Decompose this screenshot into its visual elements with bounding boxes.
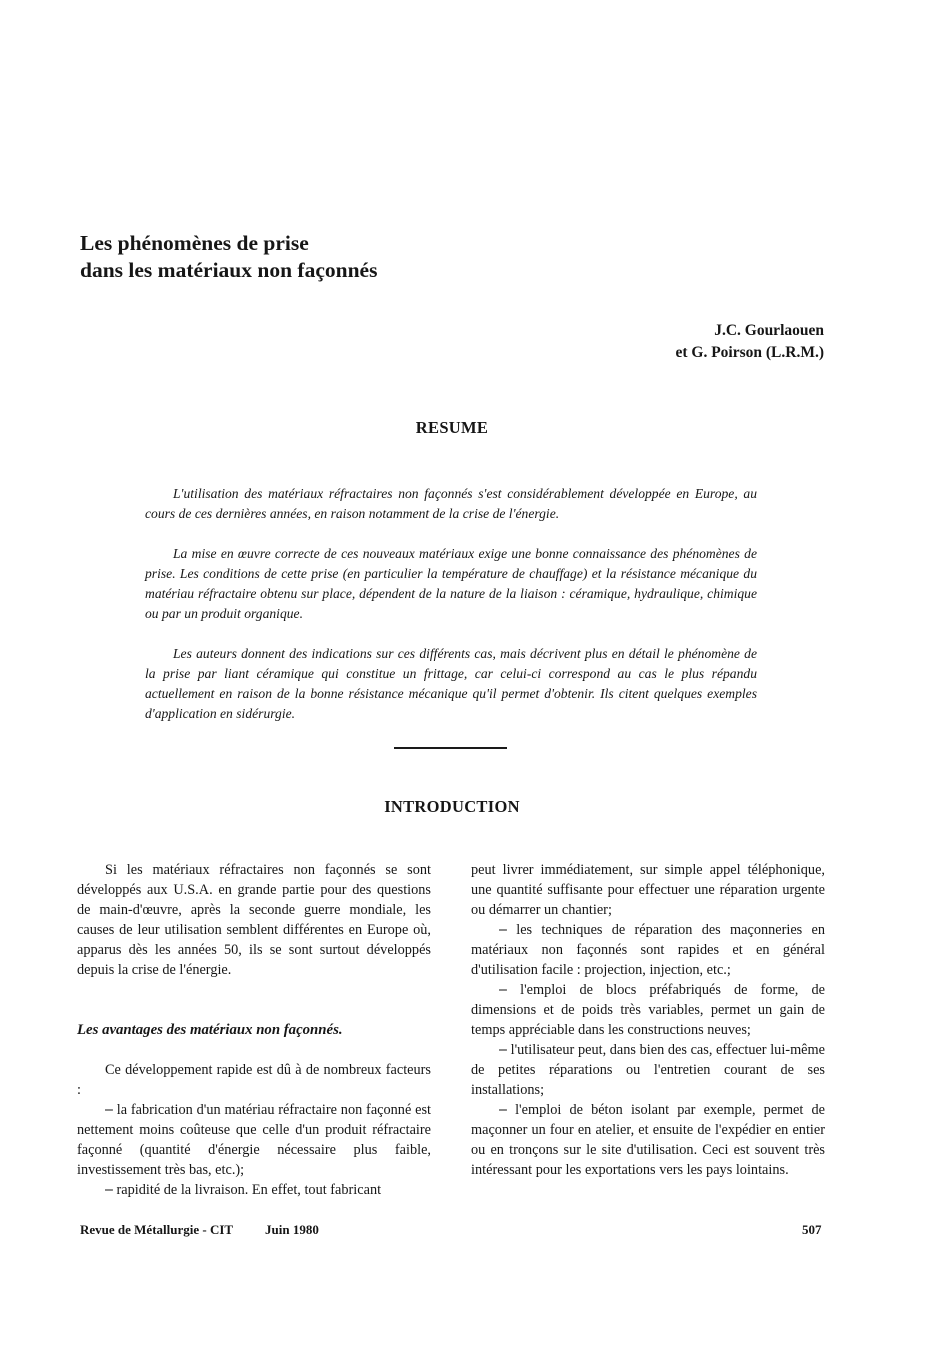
author-line-2: et G. Poirson (L.R.M.) <box>675 344 824 361</box>
article-title <box>80 230 377 284</box>
list-item <box>471 1040 825 1100</box>
list-item <box>471 1100 825 1180</box>
footer-date: Juin 1980 <box>265 1222 319 1237</box>
continuation-paragraph: peut livrer immédiatement, sur simple appel téléphonique, une quantité suffisante pour effectuer une réparation urgente ou démarrer un chantier; <box>471 862 825 918</box>
dash-marker: – <box>499 982 507 998</box>
abstract-paragraph-3: Les auteurs donnent des indications sur ces différents cas, mais décrivent plus en détail le phénomène de la prise par liant céramique qui constitue un frittage, car celui-ci correspond au cas le plus répandu actuellement en raison de la bonne résistance mécanique qu'il permet d'obtenir. Ils citent quelques exemples d'application en sidérurgie. <box>145 646 757 721</box>
list-item <box>77 1100 431 1180</box>
subsection-heading: Les avantages des matériaux non façonnés. <box>77 1022 343 1038</box>
list-item-text: l'emploi de béton isolant par exemple, permet de maçonner un four en atelier, et ensuite de l'expédier en entier ou en tronçons sur le site d'utilisation. Ceci est souvent très intéressant pour les exportations vers les pays lointains. <box>471 1102 825 1178</box>
right-column <box>471 860 825 1180</box>
abstract-paragraph-2: La mise en œuvre correcte de ces nouveaux matériaux exige une bonne connaissance des phénomènes de prise. Les conditions de cette prise (en particulier la température de chauffage) et la résistance mécanique du matériau réfractaire obtenu sur place, dépendent de la nature de la liaison : céramique, hydraulique, chimique ou par un produit organique. <box>145 546 757 621</box>
list-item-text: rapidité de la livraison. En effet, tout fabricant <box>116 1182 382 1198</box>
dash-marker: – <box>105 1102 113 1118</box>
list-item-text: les techniques de réparation des maçonneries en matériaux non façonnés sont rapides et en général d'utilisation facile : projection, injection, etc.; <box>471 922 825 978</box>
resume-heading: RESUME <box>415 418 489 437</box>
footer-journal-name: Revue de Métallurgie - CIT <box>80 1222 234 1237</box>
dash-marker: – <box>499 922 507 938</box>
section-divider <box>394 747 507 749</box>
abstract <box>145 484 757 744</box>
title-line-1: Les phénomènes de prise <box>80 231 309 255</box>
author-line-1: J.C. Gourlaouen <box>714 322 824 339</box>
dash-marker: – <box>499 1102 507 1118</box>
dash-marker: – <box>499 1042 507 1058</box>
author-block <box>675 320 824 364</box>
introduction-heading: INTRODUCTION <box>384 797 520 816</box>
list-item-text: l'utilisateur peut, dans bien des cas, effectuer lui-même de petites réparations ou l'entretien courant de ses installations; <box>471 1042 825 1098</box>
factors-intro: Ce développement rapide est dû à de nombreux facteurs : <box>77 1062 431 1098</box>
list-item <box>471 980 825 1040</box>
abstract-paragraph-1: L'utilisation des matériaux réfractaires non façonnés s'est considérablement développée en Europe, au cours de ces dernières années, en raison notamment de la crise de l'énergie. <box>145 486 757 521</box>
list-item-text: l'emploi de blocs préfabriqués de forme, de dimensions et de poids très variables, permet un gain de temps appréciable dans les constructions neuves; <box>471 982 825 1038</box>
list-item <box>471 920 825 980</box>
dash-marker: – <box>105 1182 113 1198</box>
list-item-text: la fabrication d'un matériau réfractaire non façonné est nettement moins coûteuse que celle d'un produit réfractaire façonné (quantité d'énergie nécessaire plus faible, investissement très bas, etc.); <box>77 1102 431 1178</box>
left-column <box>77 860 431 1200</box>
list-item <box>77 1180 431 1200</box>
page-number: 507 <box>802 1222 822 1237</box>
title-line-2: dans les matériaux non façonnés <box>80 258 378 282</box>
intro-paragraph: Si les matériaux réfractaires non façonnés se sont développés aux U.S.A. en grande partie pour des questions de main-d'œuvre, après la seconde guerre mondiale, les causes de leur utilisation semblent différentes en Europe où, apparus dès les années 50, ils se sont surtout développés depuis la crise de l'énergie. <box>77 862 431 978</box>
